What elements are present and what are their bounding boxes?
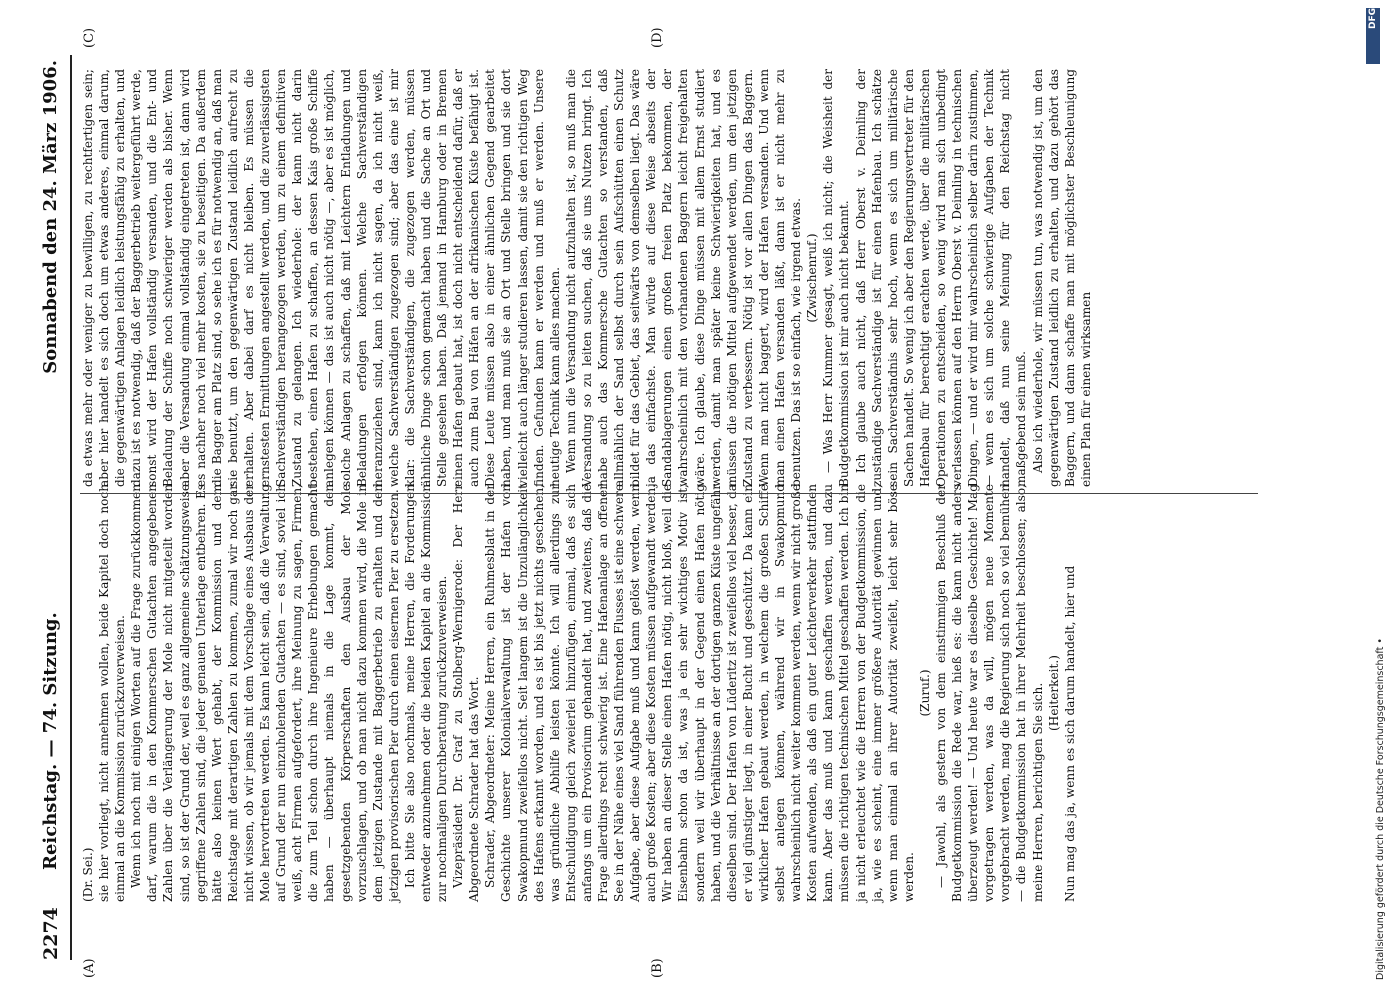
- paragraph: Schrader, Abgeordneter: Meine Herren, ein Ruhmesblatt in der Geschichte unserer Kolonialverwaltung ist der Hafen von Swakopmund zweifellos nicht. Seit langem ist die Unzulänglichkeit des Hafens erkannt worden, und es ist bis jetzt nichts geschehen, was gründliche Abhilfe leisten könnte. Ich will allerdings zur Entschuldigung gleich zweierlei hinzufügen, einmal, daß es sich anfangs um ein Provisorium gehandelt hat, und zweitens, daß die Frage allerdings recht schwierig ist. Eine Hafenanlage an offener See in der Nähe eines viel Sand führenden Flusses ist eine schwere Aufgabe, aber diese Aufgabe muß und kann gelöst werden, wenn auch große Kosten; aber diese Kosten müssen aufgewandt werden. Wir haben an dieser Stelle einen Hafen nötig, nicht bloß, weil die Eisenbahn schon da ist, was ja ein sehr wichtiges Motiv ist, sondern weil wir überhaupt in der Gegend einen Hafen nötig haben, und die Verhältnisse an der dortigen ganzen Küste ungefähr dieselben sind. Der Hafen von Lüderitz ist zweifellos viel besser, da er viel günstiger liegt, in einer Bucht und geschützt. Da kann ein wirklicher Hafen gebaut werden, in welchem die großen Schiffe selbst anlegen können, während wir in Swakopmund wahrscheinlich nicht weiter kommen werden, wenn wir nicht große Kosten aufwenden, als daß ein guter Leichterverkehr stattfinden kann. Aber das muß und kann geschaffen werden, und dazu müssen die richtigen technischen Mittel geschaffen werden. Ich bin ja nicht erleuchtet wie die Herren von der Budgetkommission, die ja, wie es scheint, eine immer größere Autorität gewinnen und, wenn man einmal an ihrer Autorität zweifelt, leicht sehr böse werden.: [483, 484, 916, 902]
- margin-mark-c: (C): [82, 27, 97, 48]
- page-number: 2274: [40, 907, 62, 960]
- paragraph: Also ich wiederhole, wir müssen tun, was notwendig ist, um den gegenwärtigen Zustand leidlich zu erhalten, und dazu gehört das Baggern, und dann schaffe man mit möglichster Beschleunigung einen Plan für einen wirksamen: [1030, 69, 1093, 487]
- left-text-column: [80, 484, 1260, 902]
- paragraph: Ich bitte Sie also nochmals, meine Herren, die Forderungen entweder anzunehmen oder die beiden Kapitel an die Kommission zur nochmaligen Durchberatung zurückzuverweisen.: [402, 484, 450, 902]
- paragraph: Wenn ich noch mit einigen Worten auf die Frage zurückkommen darf, warum die in den Kommerschen Gutachten angegebenen Zahlen über die Verlängerung der Mole nicht mitgeteilt worden sind, so ist der Grund der, weil es ganz allgemeine schätzungsweise gegriffene Zahlen sind, die jeder genauen Unterlage entbehren. Es hätte also keinen Wert gehabt, der Kommission und dem Reichstage mit derartigen Zahlen zu kommen, zumal wir noch gar nicht wissen, ob wir jemals mit dem Vorschlage eines Ausbaus der Mole hervortreten werden. Es kann leicht sein, daß die Verwaltung auf Grund der nun einzuholenden Gutachten — es sind, soviel ich weiß, acht Firmen aufgefordert, ihre Meinung zu sagen, Firmen, die zum Teil schon durch ihre Ingenieure Erhebungen gemacht haben — überhaupt niemals in die Lage kommt, den gesetzgebenden Körperschaften den Ausbau der Mole vorzuschlagen, und ob man nicht dazu kommen wird, die Mole in dem jetzigen Zustande mit Baggerbetrieb zu erhalten und den jetzigen provisorischen Pier durch einen eisernen Pier zu ersetzen.: [129, 484, 401, 902]
- paragraph: Ich glaube auch nicht, daß Herr Oberst v. Deimling der zuständige Sachverständige ist für einen Hafenbau. Ich schätze sein Sachverständnis sehr hoch, wenn es sich um militärische Sachen handelt. So wenig ich aber den Regierungsvertreter für den Hafenbau für berechtigt erachten werde, über die militärischen Operationen zu entscheiden, so wenig wird man sich unbedingt verlassen können auf den Herrn Oberst v. Deimling in technischen Dingen, — und er wird mir wahrscheinlich selber darin zustimmen, — wenn es sich um solche schwierige Aufgaben der Technik handelt, daß nun seine Meinung für den Reichstag nicht maßgebend sein muß.: [853, 69, 1029, 487]
- paragraph: — Jawohl, als gestern von dem einstimmigen Beschluß der Budgetkommission die Rede war, hieß es: die kann nicht anders überzeugt werden! — Und heute war es dieselbe Geschichte! Mag vorgetragen werden, was da will, mögen neue Momente vorgebracht werden, mag die Regierung sich noch so viel bemühen — die Budgetkommission hat in ihrer Mehrheit beschlossen; also, meine Herren, berichtigen Sie sich.: [933, 484, 1045, 902]
- paragraph: — Was Herr Kummer gesagt, weiß ich nicht; die Weisheit der Budgetkommission ist mir auch nicht bekannt.: [821, 69, 852, 487]
- dfg-logo: [1366, 8, 1380, 64]
- margin-mark-a: (A): [82, 958, 97, 978]
- margin-mark-d: (D): [650, 27, 665, 48]
- paragraph: Wenn nun die Versandung nicht aufzuhalten ist, so muß man die Versandung so zu leiten suchen, daß sie uns Nutzen bringt. Ich habe auch das Kommersche Gutachten so verstanden, daß allmählich der Sand selbst durch sein Aufschütten einen Schutz bildet für das Gebiet, das seitwärts von demselben liegt. Das wäre ja das einfachste. Man würde auf diese Weise abseits der Sandablagerungen einen großen freien Platz bekommen, der wahrscheinlich mit den vorhandenen Baggern leicht freigehalten wäre. Ich glaube, diese Dinge müssen mit allem Ernst studiert werden, damit man später keine Schwierigkeiten hat, und es müssen die nötigen Mittel aufgewendet werden, um den jetzigen Zustand zu verbessern. Nötig ist vor allen Dingen das Baggern. Wenn man nicht baggert, wird der Hafen versanden. Und wenn man einen Hafen versanden läßt, dann ist er nicht mehr zu benutzen. Das ist so einfach, wie irgend etwas.: [563, 69, 804, 487]
- digitization-credit: Digitalisierung gefördert durch die Deutsche Forschungsgemeinschaft •: [1375, 638, 1386, 980]
- margin-mark-b: (B): [650, 958, 665, 978]
- paragraph: (Zuruf.): [917, 669, 932, 717]
- header-rule: [70, 55, 72, 960]
- paragraph: (Dr. Sei.): [81, 847, 95, 902]
- dfg-logo-text: DFG: [1368, 8, 1378, 30]
- paragraph: Vizepräsident Dr. Graf zu Stolberg-Wernigerode: Der Herr Abgeordnete Schrader hat das Wort.: [451, 484, 482, 902]
- paragraph: (Zwischenruf.): [805, 233, 820, 323]
- header-date: Sonnabend den 24. März 1906.: [40, 60, 61, 374]
- header-session: Reichstag. — 74. Sitzung.: [40, 612, 61, 870]
- paragraph: sie hier vorliegt, nicht annehmen wollen, beide Kapitel doch noch einmal an die Kommission zurückzuverweisen.: [97, 484, 128, 902]
- paragraph: (Heiterkeit.): [1046, 655, 1061, 731]
- paragraph: da etwas mehr oder weniger zu bewilligen, zu rechtfertigen sein; aber hier handelt es sich doch um etwas anderes, einmal darum, die gegenwärtigen Anlagen leidlich leistungsfähig zu erhalten, und dazu ist es notwendig, daß der Baggerbetrieb weitergeführt werde, sonst wird der Hafen vollständig versanden, und die Ent- und Beladung der Schiffe noch schwieriger werden als bisher. Wenn aber die Versandung einmal vollständig eingetreten ist, dann wird es nachher noch viel mehr kosten, sie zu beseitigen. Da außerdem die Bagger am Platz sind, so sehe ich es für notwendig an, daß man sie benutzt, um den gegenwärtigen Zustand leidlich aufrecht zu erhalten. Aber dabei darf es nicht bleiben. Es müssen die ernstesten Ermittlungen angestellt werden, und die zuverlässigsten Sachverständigen herangezogen werden, um zu einem definitiven Zustand zu gelangen. Ich wiederhole: der kann nicht darin bestehen, einen Hafen zu schaffen, an dessen Kais große Schiffe anlegen können — das ist auch nicht nötig —, aber es ist möglich, solche Anlagen zu schaffen, daß mit Leichtern Entladungen und Beladungen erfolgen können. Welche Sachverständigen heranzuziehen sind, kann ich nicht sagen, da ich nicht weiß, welche Sachverständigen zugezogen sind; aber das eine ist mir klar: die Sachverständigen, die zugezogen werden, müssen ähnliche Dinge schon gemacht haben und die Sache an Ort und Stelle gesehen haben. Daß jemand in Hamburg oder in Bremen einen Hafen gebaut hat, ist doch nicht entscheidend dafür, daß er auch zum Bau von Häfen an der afrikanischen Küste befähigt ist. Diese Leute müssen also in einer ähnlichen Gegend gearbeitet haben, und man muß sie an Ort und Stelle bringen und sie dort vielleicht auch länger studieren lassen, damit sie den richtigen Weg finden. Gefunden kann er werden und muß er werden. Unsere heutige Technik kann alles machen.: [81, 69, 562, 487]
- paragraph: Nun mag das ja, wenn es sich darum handelt, hier und: [1062, 565, 1077, 902]
- page-header: [40, 60, 70, 960]
- column-divider: [80, 493, 1258, 494]
- right-text-column: [80, 69, 1260, 487]
